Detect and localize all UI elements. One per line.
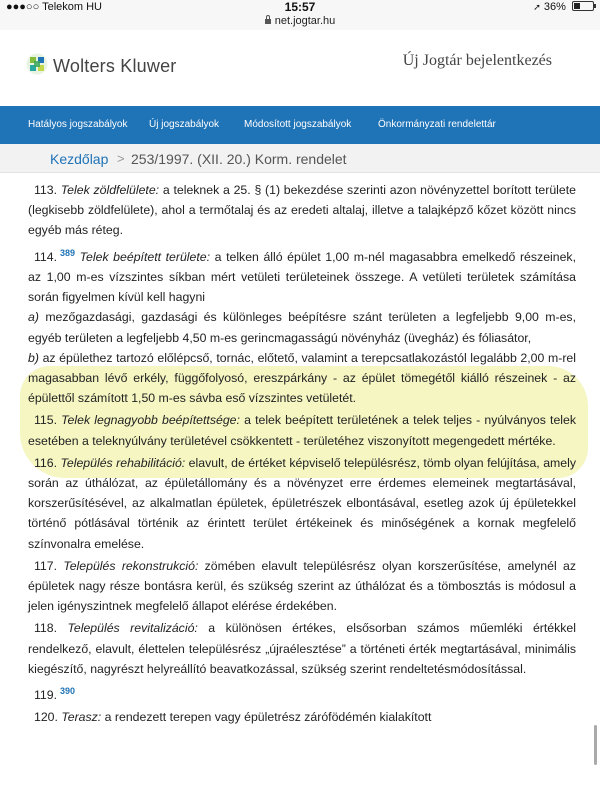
paragraph-117 <box>28 556 576 617</box>
carrier-label: ●●●○○ Telekom HU <box>6 1 102 13</box>
url-text: net.jogtar.hu <box>274 15 336 27</box>
term: Település rekonstrukció: <box>63 558 199 573</box>
paragraph-text: mezőgazdasági, gazdasági és különleges beépítésre szánt területen a legfeljebb 9,00 m-es, egyéb területen a legfeljebb 4,50 m-es gerincmagasságú növényház (üvegház) és fóliasátor, <box>28 310 576 345</box>
paragraph-120 <box>28 707 576 727</box>
paragraph-number: 117. <box>34 558 64 573</box>
login-link[interactable]: Új Jogtár bejelentkezés <box>402 52 552 69</box>
paragraph-text: zömében elavult településrész olyan korszerűsítése, amelynél az épületek nagy része bontásra kerül, és szükség szerint az úthálózat és a tömbosztás is módosul a jelen igényszintnek megfelelő állapot elérése érdekében. <box>28 558 576 614</box>
breadcrumb <box>0 144 600 173</box>
scrollbar[interactable] <box>594 725 597 765</box>
term: Terasz: <box>61 710 102 725</box>
paragraph-text: a telken álló épület 1,00 m-nél magasabbra emelkedő részeinek, az 1,00 m-es vízszintes síkban mért vetületi területeinek összege. A vetületi területek számítása során figyelmen kívül kell hagyni <box>28 249 577 305</box>
term: Település revitalizáció: <box>67 621 198 636</box>
paragraph-114b <box>28 348 576 409</box>
paragraph-number: 113. <box>34 183 61 197</box>
paragraph-118 <box>28 618 576 679</box>
paragraph-number: 119. <box>34 688 58 703</box>
term: Telek legnagyobb beépítettsége: <box>61 413 240 428</box>
status-right <box>533 1 594 13</box>
term: Település rehabilitáció: <box>60 455 186 470</box>
nav-item-modositott[interactable]: Módosított jogszabályok <box>244 119 352 130</box>
clock: 15:57 <box>284 0 316 14</box>
status-bar <box>0 0 600 14</box>
document-body <box>28 180 576 727</box>
lock-icon <box>265 19 271 24</box>
nav-item-uj[interactable]: Új jogszabályok <box>149 119 220 130</box>
paragraph-114 <box>28 243 576 308</box>
breadcrumb-separator: > <box>117 151 125 166</box>
paragraph-number: 116. <box>34 455 61 470</box>
main-nav <box>0 106 600 144</box>
point-label: b) <box>28 350 39 365</box>
paragraph-number: 120. <box>34 710 62 725</box>
nav-item-onkormanyzati[interactable]: Önkormányzati rendelettár <box>378 119 496 130</box>
nav-item-hatalyos[interactable]: Hatályos jogszabályok <box>28 119 128 130</box>
paragraph-number: 118. <box>34 621 68 636</box>
battery-percent: 36% <box>543 1 566 13</box>
term: Telek zöldfelülete: <box>60 183 160 197</box>
breadcrumb-current: 253/1997. (XII. 20.) Korm. rendelet <box>131 151 347 167</box>
address-bar[interactable] <box>0 14 600 30</box>
location-icon: ➚ <box>533 2 541 12</box>
paragraph-text: a telek beépített területének a telek teljes - nyúlványos telek esetében a teleknyúlvány területével csökkentett - területéhez viszonyított megengedett mértéke. <box>28 413 577 448</box>
wolters-kluwer-logo-icon[interactable] <box>26 53 48 75</box>
brand-name[interactable]: Wolters Kluwer <box>53 56 177 76</box>
battery-icon <box>572 1 594 11</box>
footnote-link[interactable]: 389 <box>60 247 76 258</box>
paragraph-115 <box>28 410 576 450</box>
point-label: a) <box>28 310 39 325</box>
paragraph-113 <box>28 180 576 241</box>
paragraph-text: az épülethez tartozó előlépcső, tornác, előtető, valamint a terepcsatlakozástól legalább 2,00 m-rel magasabban lévő erkély, függőfolyosó, ereszpárkány - az épület tömegétől kiálló részeinek - az épülettől számított 1,50 m-es sávba eső vízszintes vetületét. <box>28 350 576 406</box>
paragraph-number: 115. <box>34 413 62 428</box>
paragraph-116 <box>28 453 576 554</box>
paragraph-119 <box>28 681 576 705</box>
paragraph-text: a rendezett terepen vagy épületrész zárófödémén kialakított <box>101 710 432 725</box>
site-header <box>0 30 600 107</box>
paragraph-text: a teleknek a 25. § (1) bekezdése szerinti azon növényzettel borított területe (legkisebb zöldfelülete), ahol a termőtalaj és az eredeti altalaj, illetve a talajképző kőzet között nincs egyéb más réteg. <box>28 183 576 238</box>
paragraph-114a <box>28 307 576 347</box>
paragraph-text: a különösen értékes, elsősorban számos műemléki értékkel rendelkező, elavult, élettelen településrész „újraélesztése” a történeti érték megtartásával, minimális kiegészítő, nagyrészt helyreállító beavatkozással, szükség szerint rendeltetésmódosítással. <box>28 621 576 676</box>
paragraph-number: 114. <box>34 249 58 264</box>
paragraph-text: elavult, de értéket képviselő településrész, tömb olyan felújítása, amely során az úthálózat, az épületállomány és a növényzet erre érdemes elemeinek megtartásával, korszerűsítésével, az alkalmatlan épületek, épületrészek elbontásával, esetleg azok új épületekkel történő pótlásával történik az érintett terület értékeinek és minőségének a kornak megfelelő színvonalra emelése. <box>28 455 576 551</box>
breadcrumb-home[interactable]: Kezdőlap <box>50 151 109 167</box>
term: Telek beépített területe: <box>79 249 211 264</box>
footnote-link[interactable]: 390 <box>60 685 76 696</box>
